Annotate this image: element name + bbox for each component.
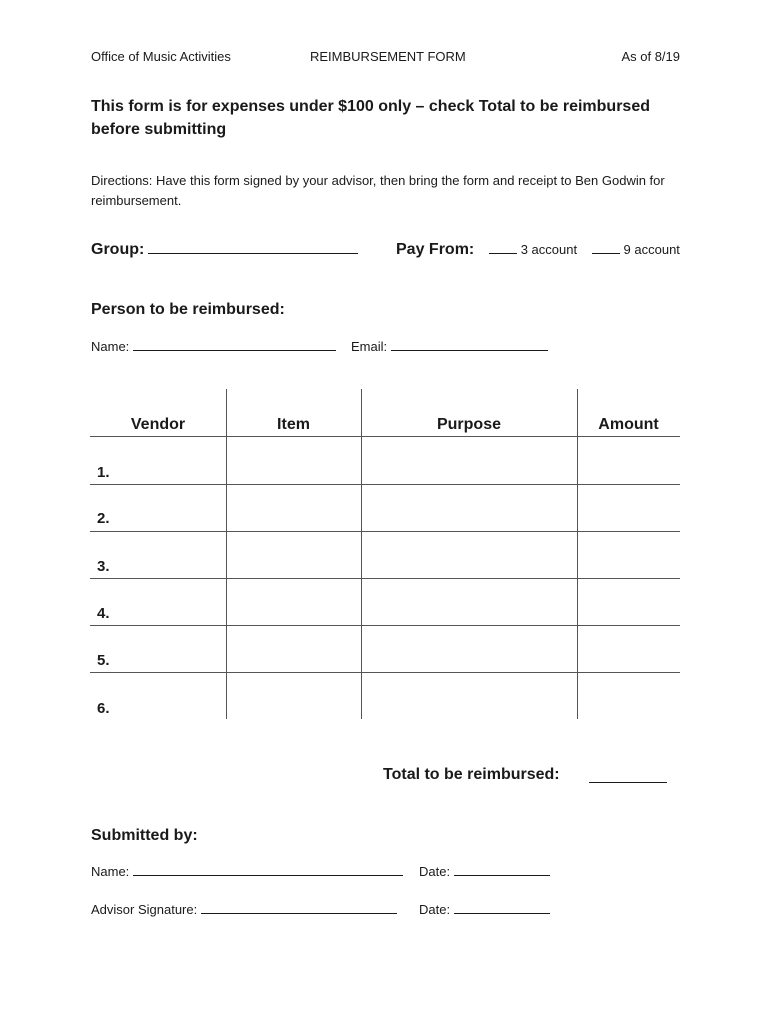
amount-cell[interactable] bbox=[578, 485, 679, 531]
column-header-amount: Amount bbox=[598, 416, 659, 433]
person-heading: Person to be reimbursed: bbox=[91, 301, 285, 318]
person-email-field[interactable] bbox=[391, 349, 548, 351]
purpose-cell[interactable] bbox=[362, 579, 576, 625]
advisor-date-field[interactable] bbox=[454, 912, 550, 914]
person-name-field[interactable] bbox=[133, 349, 336, 351]
item-cell[interactable] bbox=[227, 485, 360, 531]
form-title: REIMBURSEMENT FORM bbox=[310, 49, 466, 64]
vendor-cell[interactable] bbox=[120, 626, 225, 672]
purpose-cell[interactable] bbox=[362, 626, 576, 672]
pay-from-3-checkbox[interactable] bbox=[489, 252, 517, 254]
submitter-name-label: Name: bbox=[91, 864, 130, 879]
person-name-label: Name: bbox=[91, 339, 130, 354]
pay-from-label: Pay From: bbox=[396, 241, 475, 258]
office-name: Office of Music Activities bbox=[91, 49, 231, 64]
column-header-purpose: Purpose bbox=[436, 416, 501, 433]
item-cell[interactable] bbox=[227, 532, 360, 578]
person-email-row bbox=[351, 339, 548, 354]
advisor-signature-field[interactable] bbox=[201, 912, 397, 914]
row-number: 3. bbox=[97, 558, 110, 575]
group-field[interactable] bbox=[148, 252, 358, 254]
total-field[interactable] bbox=[589, 782, 667, 783]
item-cell[interactable] bbox=[227, 673, 360, 719]
purpose-cell[interactable] bbox=[362, 532, 576, 578]
item-cell[interactable] bbox=[227, 438, 360, 484]
table-rule bbox=[90, 436, 680, 437]
amount-cell[interactable] bbox=[578, 673, 679, 719]
purpose-cell[interactable] bbox=[362, 673, 576, 719]
group-row bbox=[91, 241, 358, 259]
directions-text: Directions: Have this form signed by your advisor, then bring the form and receipt to Ben Godwin for reimbursement. bbox=[91, 173, 665, 208]
person-email-label: Email: bbox=[351, 339, 388, 354]
submitter-name-row bbox=[91, 864, 403, 879]
row-number: 2. bbox=[97, 510, 110, 527]
item-cell[interactable] bbox=[227, 626, 360, 672]
vendor-cell[interactable] bbox=[120, 532, 225, 578]
advisor-date-label: Date: bbox=[419, 902, 451, 917]
form-version: As of 8/19 bbox=[621, 49, 680, 64]
row-number: 1. bbox=[97, 464, 110, 481]
person-name-row bbox=[91, 339, 336, 354]
column-header-vendor: Vendor bbox=[130, 416, 186, 433]
advisor-date-row bbox=[419, 902, 550, 917]
pay-from-row bbox=[396, 241, 680, 259]
vendor-cell[interactable] bbox=[120, 438, 225, 484]
row-number: 6. bbox=[97, 700, 110, 717]
item-cell[interactable] bbox=[227, 579, 360, 625]
purpose-cell[interactable] bbox=[362, 485, 576, 531]
pay-from-3-label: 3 account bbox=[520, 242, 578, 257]
advisor-signature-label: Advisor Signature: bbox=[91, 902, 198, 917]
group-label: Group: bbox=[91, 241, 145, 258]
vendor-cell[interactable] bbox=[120, 673, 225, 719]
submitter-date-row bbox=[419, 864, 550, 879]
submitted-heading: Submitted by: bbox=[91, 827, 198, 844]
row-number: 4. bbox=[97, 605, 110, 622]
amount-cell[interactable] bbox=[578, 626, 679, 672]
column-header-item: Item bbox=[277, 416, 310, 433]
vendor-cell[interactable] bbox=[120, 485, 225, 531]
amount-cell[interactable] bbox=[578, 579, 679, 625]
row-number: 5. bbox=[97, 652, 110, 669]
total-label: Total to be reimbursed: bbox=[383, 766, 560, 783]
vendor-cell[interactable] bbox=[120, 579, 225, 625]
notice-text: This form is for expenses under $100 only – check Total to be reimbursed before submitting bbox=[91, 98, 650, 138]
purpose-cell[interactable] bbox=[362, 438, 576, 484]
amount-cell[interactable] bbox=[578, 532, 679, 578]
submitter-date-label: Date: bbox=[419, 864, 451, 879]
submitter-name-field[interactable] bbox=[133, 874, 403, 876]
pay-from-9-label: 9 account bbox=[623, 242, 680, 257]
advisor-signature-row bbox=[91, 902, 397, 917]
submitter-date-field[interactable] bbox=[454, 874, 550, 876]
pay-from-9-checkbox[interactable] bbox=[592, 252, 620, 254]
amount-cell[interactable] bbox=[578, 438, 679, 484]
